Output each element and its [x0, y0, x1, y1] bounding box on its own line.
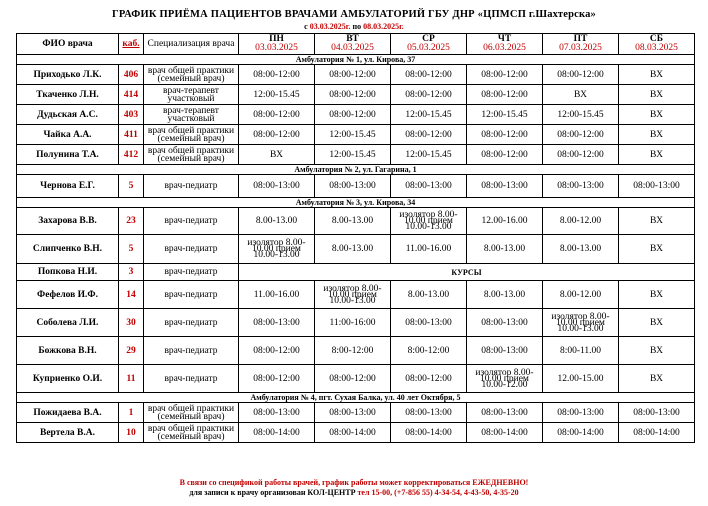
schedule-cell: 8.00-13.00: [467, 235, 543, 264]
schedule-cell: ВХ: [619, 208, 695, 235]
specialization: врач общей практики (семейный врач): [144, 125, 239, 145]
doctor-name: Слипченко В.Н.: [17, 235, 119, 264]
schedule-cell: 08:00-12:00: [315, 85, 391, 105]
schedule-cell: 12.00-16.00: [467, 208, 543, 235]
schedule-title: ГРАФИК ПРИЁМА ПАЦИЕНТОВ ВРАЧАМИ АМБУЛАТОРИЙ ГБУ ДНР «ЦПМСП г.Шахтерска»: [112, 9, 596, 20]
schedule-cell: 08:00-12:00: [467, 125, 543, 145]
schedule-cell: 8:00-12:00: [315, 337, 391, 365]
specialization: врач-педиатр: [144, 175, 239, 198]
schedule-cell: 11.00-16.00: [391, 235, 467, 264]
section-header: [17, 198, 695, 208]
schedule-cell: 8.00-13.00: [315, 208, 391, 235]
doctor-name: Чайка А.А.: [17, 125, 119, 145]
table-row: [17, 423, 695, 443]
schedule-cell: 8.00-13.00: [467, 281, 543, 309]
footer-callcenter: [0, 488, 708, 497]
schedule-cell: 8.00-12.00: [543, 281, 619, 309]
table-row: [17, 365, 695, 393]
header-day: СБ 08.03.2025: [619, 34, 695, 55]
schedule-cell: ВХ: [619, 65, 695, 85]
doctor-name: Полунина Т.А.: [17, 145, 119, 165]
doctor-name: Божкова В.Н.: [17, 337, 119, 365]
status-cell: КУРСЫ: [239, 264, 695, 281]
schedule-cell: 11:00-16:00: [315, 309, 391, 337]
section-header: [17, 165, 695, 175]
schedule-cell: изолятор 8.00-10.00 прием 10.00-13.00: [543, 309, 619, 337]
schedule-cell: 08:00-13:00: [467, 309, 543, 337]
schedule-cell: 08:00-14:00: [239, 423, 315, 443]
cabinet-number: 403: [119, 105, 144, 125]
schedule-cell: 08:00-12:00: [315, 365, 391, 393]
specialization: врач-педиатр: [144, 337, 239, 365]
section-title: Амбулатория № 2, ул. Гагарина, 1: [17, 165, 695, 175]
specialization: врач-педиатр: [144, 208, 239, 235]
table-row: [17, 105, 695, 125]
schedule-cell: ВХ: [619, 235, 695, 264]
schedule-cell: 08:00-12:00: [543, 125, 619, 145]
schedule-cell: изолятор 8.00-10.00 прием 10.00-12.00: [467, 365, 543, 393]
schedule-cell: 08:00-14:00: [391, 423, 467, 443]
schedule-cell: 12.00-15.00: [543, 365, 619, 393]
schedule-cell: 08:00-12:00: [467, 145, 543, 165]
schedule-cell: ВХ: [619, 125, 695, 145]
specialization: врач-педиатр: [144, 365, 239, 393]
schedule-cell: ВХ: [239, 145, 315, 165]
schedule-cell: ВХ: [619, 145, 695, 165]
schedule-cell: 08:00-14:00: [315, 423, 391, 443]
schedule-cell: 08:00-12:00: [543, 65, 619, 85]
specialization: врач общей практики (семейный врач): [144, 145, 239, 165]
schedule-cell: 12:00-15.45: [315, 125, 391, 145]
period-from: 03.03.2025г.: [309, 22, 351, 31]
section-header: [17, 393, 695, 403]
cabinet-number: 406: [119, 65, 144, 85]
schedule-cell: 08:00-12:00: [391, 125, 467, 145]
schedule-cell: 08:00-13:00: [315, 403, 391, 423]
footer-callcenter-text: для записи к врачу организован КОЛ-ЦЕНТР: [189, 488, 356, 497]
table-row: [17, 309, 695, 337]
header-day: ВТ 04.03.2025: [315, 34, 391, 55]
schedule-cell: 8.00-13.00: [239, 208, 315, 235]
doctor-name: Попкова Н.И.: [17, 264, 119, 281]
schedule-cell: ВХ: [619, 365, 695, 393]
schedule-cell: 08:00-13:00: [467, 337, 543, 365]
specialization: врач-педиатр: [144, 235, 239, 264]
table-row: [17, 145, 695, 165]
schedule-cell: 12:00-15.45: [391, 105, 467, 125]
table-row: [17, 337, 695, 365]
doctor-name: Захарова В.В.: [17, 208, 119, 235]
section-header: [17, 55, 695, 65]
schedule-cell: 12:00-15.45: [467, 105, 543, 125]
table-row: [17, 175, 695, 198]
schedule-cell: 08:00-13:00: [467, 175, 543, 198]
table-row: [17, 264, 695, 281]
period-to-label: по: [352, 22, 362, 31]
header-day: ЧТ 06.03.2025: [467, 34, 543, 55]
doctor-name: Дудьская А.С.: [17, 105, 119, 125]
schedule-cell: 08:00-13:00: [315, 175, 391, 198]
schedule-cell: 08:00-14:00: [467, 423, 543, 443]
schedule-cell: 12:00-15.45: [315, 145, 391, 165]
schedule-cell: 08:00-13:00: [391, 309, 467, 337]
specialization: врач-педиатр: [144, 281, 239, 309]
specialization: врач-терапевт участковый: [144, 85, 239, 105]
schedule-cell: 08:00-13:00: [619, 403, 695, 423]
header-day: ПН 03.03.2025: [239, 34, 315, 55]
schedule-cell: 08:00-12:00: [391, 365, 467, 393]
schedule-cell: 08:00-13:00: [239, 175, 315, 198]
footer-warning: В связи со спецификой работы врачей, график работы может корректироваться ЕЖЕДНЕВНО!: [179, 478, 529, 487]
schedule-cell: 08:00-12:00: [239, 337, 315, 365]
cabinet-number: 30: [119, 309, 144, 337]
schedule-cell: 08:00-13:00: [543, 175, 619, 198]
table-row: [17, 403, 695, 423]
schedule-cell: 08:00-12:00: [239, 125, 315, 145]
schedule-cell: 08:00-12:00: [239, 105, 315, 125]
specialization: врач-педиатр: [144, 264, 239, 281]
schedule-cell: 12:00-15.45: [543, 105, 619, 125]
doctor-name: Куприенко О.И.: [17, 365, 119, 393]
schedule-cell: 08:00-13:00: [391, 403, 467, 423]
schedule-cell: ВХ: [619, 337, 695, 365]
specialization: врач-педиатр: [144, 309, 239, 337]
cabinet-number: 14: [119, 281, 144, 309]
schedule-cell: ВХ: [619, 105, 695, 125]
cabinet-number: 29: [119, 337, 144, 365]
doctor-name: Вертела В.А.: [17, 423, 119, 443]
schedule-cell: 08:00-12:00: [391, 85, 467, 105]
schedule-cell: 8:00-11.00: [543, 337, 619, 365]
table-row: [17, 85, 695, 105]
schedule-cell: 12:00-15.45: [239, 85, 315, 105]
schedule-cell: 8.00-13.00: [315, 235, 391, 264]
section-title: Амбулатория № 3, ул. Кирова, 34: [17, 198, 695, 208]
cabinet-number: 5: [119, 175, 144, 198]
doctor-name: Ткаченко Л.Н.: [17, 85, 119, 105]
section-title: Амбулатория № 1, ул. Кирова, 37: [17, 55, 695, 65]
schedule-cell: изолятор 8.00-10.00 прием 10.00-13.00: [315, 281, 391, 309]
schedule-cell: 08:00-13:00: [391, 175, 467, 198]
schedule-cell: 08:00-13:00: [619, 175, 695, 198]
table-row: [17, 208, 695, 235]
table-row: [17, 65, 695, 85]
period-to: 08.03.2025г.: [363, 22, 404, 31]
schedule-cell: 11.00-16.00: [239, 281, 315, 309]
schedule-cell: 08:00-13:00: [239, 309, 315, 337]
table-row: [17, 235, 695, 264]
schedule-table: [16, 33, 695, 443]
header-fio: ФИО врача: [17, 34, 119, 55]
header-day: СР 05.03.2025: [391, 34, 467, 55]
footer-phones: тел 15-00, (+7-856 55) 4-34-54, 4-43-50, 4-35-20: [357, 488, 519, 497]
doctor-name: Фефелов И.Ф.: [17, 281, 119, 309]
doctor-name: Чернова Е.Г.: [17, 175, 119, 198]
specialization: врач общей практики (семейный врач): [144, 403, 239, 423]
schedule-cell: 08:00-12:00: [239, 65, 315, 85]
doctor-name: Соболева Л.И.: [17, 309, 119, 337]
schedule-cell: 08:00-12:00: [543, 145, 619, 165]
schedule-cell: 8.00-13.00: [391, 281, 467, 309]
doctor-name: Пожидаева В.А.: [17, 403, 119, 423]
schedule-cell: 08:00-12:00: [315, 65, 391, 85]
section-title: Амбулатория № 4, пгт. Сухая Балка, ул. 40 лет Октября, 5: [17, 393, 695, 403]
cabinet-number: 23: [119, 208, 144, 235]
schedule-cell: 08:00-12:00: [315, 105, 391, 125]
schedule-cell: ВХ: [619, 281, 695, 309]
schedule-cell: изолятор 8.00-10.00 прием 10.00-13.00: [239, 235, 315, 264]
schedule-cell: 08:00-14:00: [543, 423, 619, 443]
table-row: [17, 125, 695, 145]
cabinet-number: 11: [119, 365, 144, 393]
schedule-cell: 08:00-12:00: [239, 365, 315, 393]
doctor-name: Приходько Л.К.: [17, 65, 119, 85]
schedule-cell: 08:00-12:00: [467, 85, 543, 105]
schedule-cell: 08:00-12:00: [391, 65, 467, 85]
schedule-cell: 12:00-15.45: [391, 145, 467, 165]
specialization: врач общей практики (семейный врач): [144, 65, 239, 85]
schedule-cell: 08:00-13:00: [543, 403, 619, 423]
cabinet-number: 1: [119, 403, 144, 423]
specialization: врач-терапевт участковый: [144, 105, 239, 125]
schedule-cell: 08:00-12:00: [467, 65, 543, 85]
table-row: [17, 281, 695, 309]
schedule-cell: 08:00-13:00: [239, 403, 315, 423]
cabinet-number: 3: [119, 264, 144, 281]
schedule-cell: 08:00-14:00: [619, 423, 695, 443]
cabinet-number: 10: [119, 423, 144, 443]
schedule-cell: ВХ: [619, 85, 695, 105]
cabinet-number: 411: [119, 125, 144, 145]
specialization: врач общей практики (семейный врач): [144, 423, 239, 443]
schedule-cell: 08:00-13:00: [467, 403, 543, 423]
schedule-cell: ВХ: [619, 309, 695, 337]
header-kab: каб.: [119, 34, 144, 55]
cabinet-number: 5: [119, 235, 144, 264]
cabinet-number: 412: [119, 145, 144, 165]
schedule-cell: ВХ: [543, 85, 619, 105]
schedule-cell: 8.00-13.00: [543, 235, 619, 264]
schedule-cell: 8.00-12.00: [543, 208, 619, 235]
header-row: [17, 34, 695, 55]
schedule-period: [0, 22, 708, 31]
header-spec: Специализация врача: [144, 34, 239, 55]
header-day: ПТ 07.03.2025: [543, 34, 619, 55]
schedule-cell: изолятор 8.00-10.00 прием 10.00-13.00: [391, 208, 467, 235]
period-from-label: с: [304, 22, 308, 31]
cabinet-number: 414: [119, 85, 144, 105]
schedule-cell: 8:00-12:00: [391, 337, 467, 365]
